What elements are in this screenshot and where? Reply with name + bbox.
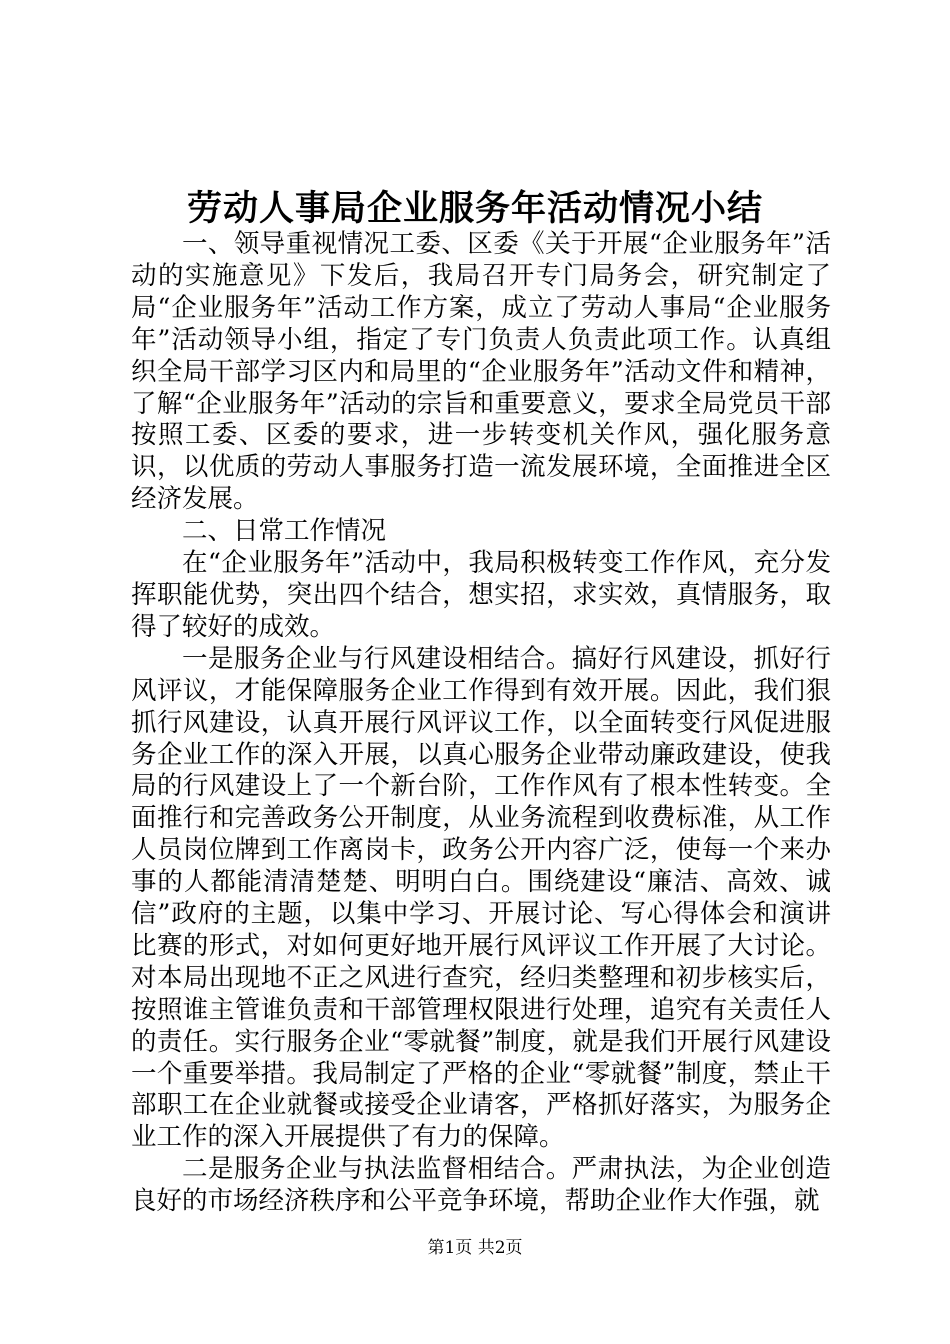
page-footer: 第1页 共2页 [427,1238,523,1258]
document-title: 劳动人事局企业服务年活动情况小结 [186,188,763,229]
paragraph-conduct-building: 一是服务企业与行风建设相结合。搞好行风建设，抓好行风评议，才能保障服务企业工作得到有效开展。因此，我们狠抓行风建设，认真开展行风评议工作，以全面转变行风促进服务企业工作的深入开展，以真心服务企业带动廉政建设，使我局的行风建设上了一个新台阶，工作作风有了根本性转变。全面推行和完善政务公开制度，从业务流程到收费标准，从工作人员岗位牌到工作离岗卡，政务公开内容广泛，使每一个来办事的人都能清清楚楚、明明白白。围绕建设“廉洁、高效、诚信”政府的主题，以集中学习、开展讨论、写心得体会和演讲比赛的形式，对如何更好地开展行风评议工作开展了大讨论。对本局出现地不正之风进行查究，经归类整理和初步核实后，按照谁主管谁负责和干部管理权限进行处理，追究有关责任人的责任。实行服务企业“零就餐”制度，就是我们开展行风建设一个重要举措。我局制定了严格的企业“零就餐”制度，禁止干部职工在企业就餐或接受企业请客，严格抓好落实，为服务企业工作的深入开展提供了有力的保障。 [131,643,831,1153]
paragraph-law-enforcement: 二是服务企业与执法监督相结合。严肃执法，为企业创造良好的市场经济秩序和公平竞争环境，帮助企业作大作强，就 [131,1154,831,1217]
paragraph-daily-work-intro: 在“企业服务年”活动中，我局积极转变工作作风，充分发挥职能优势，突出四个结合，想实招，求实效，真情服务，取得了较好的成效。 [131,548,831,642]
paragraph-leadership: 一、领导重视情况工委、区委《关于开展“企业服务年”活动的实施意见》下发后，我局召开专门局务会，研究制定了局“企业服务年”活动工作方案，成立了劳动人事局“企业服务年”活动领导小组，指定了专门负责人负责此项工作。认真组织全局干部学习区内和局里的“企业服务年”活动文件和精神，了解“企业服务年”活动的宗旨和重要意义，要求全局党员干部按照工委、区委的要求，进一步转变机关作风，强化服务意识，以优质的劳动人事服务打造一流发展环境，全面推进全区经济发展。 [131,229,831,515]
section-heading-daily-work: 二、日常工作情况 [182,516,387,547]
document-body [131,229,831,1218]
